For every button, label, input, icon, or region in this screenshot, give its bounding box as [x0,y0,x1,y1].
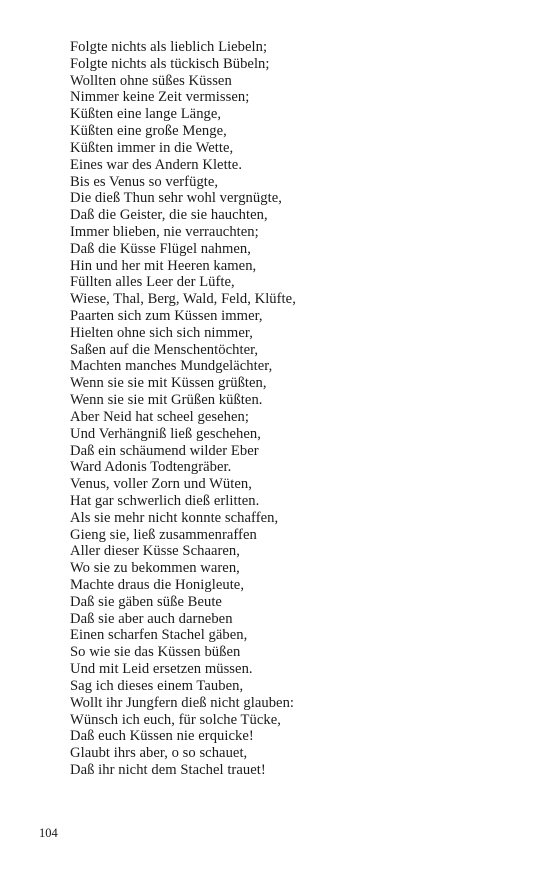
poem-line: Wollten ohne süßes Küssen [70,72,232,89]
poem-line: Hielten ohne sich sich nimmer, [70,324,253,341]
poem-line: Folgte nichts als lieblich Liebeln; [70,39,268,55]
poem-line: Wenn sie sie mit Grüßen küßten. [70,392,263,409]
poem-line: Hat gar schwerlich dieß erlitten. [70,492,260,509]
poem-line: Und Verhängniß ließ geschehen, [70,425,261,442]
poem-line: Daß euch Küssen nie erquicke! [70,728,254,745]
poem-line: Küßten eine große Menge, [70,123,227,140]
poem-line: Wenn sie sie mit Küssen grüßten, [70,375,267,392]
poem-line: Folgte nichts als tückisch Bübeln; [70,55,270,72]
poem-text [70,39,296,779]
poem-line: Daß ihr nicht dem Stachel trauet! [70,761,266,778]
poem-line: Küßten eine lange Länge, [70,106,222,123]
poem-line: Wiese, Thal, Berg, Wald, Feld, Klüfte, [70,291,296,308]
poem-line: So wie sie das Küssen büßen [70,644,241,661]
poem-line: Machten manches Mundgelächter, [70,358,273,375]
poem-line: Machte draus die Honigleute, [70,577,245,593]
poem-line: Wo sie zu bekommen waren, [70,560,240,577]
poem-line: Paarten sich zum Küssen immer, [70,308,263,324]
poem-line: Aber Neid hat scheel gesehen; [70,408,249,425]
poem-line: Eines war des Andern Klette. [70,156,243,173]
page-number: 104 [39,826,58,840]
poem-line: Daß sie gäben süße Beute [70,593,222,610]
poem-line: Als sie mehr nicht konnte schaffen, [70,509,279,526]
poem-line: Nimmer keine Zeit vermissen; [70,89,250,106]
poem-line: Küßten immer in die Wette, [70,139,234,156]
poem-line: Einen scharfen Stachel gäben, [70,627,248,644]
poem-line: Ward Adonis Todtengräber. [70,459,232,476]
poem-line: Saßen auf die Menschentöchter, [70,341,259,358]
poem-line: Die dieß Thun sehr wohl vergnügte, [70,190,282,207]
poem-line: Gieng sie, ließ zusammenraffen [70,526,257,543]
poem-line: Daß ein schäumend wilder Eber [70,442,259,459]
poem-line: Daß die Geister, die sie hauchten, [70,207,268,224]
poem-line: Hin und her mit Heeren kamen, [70,257,257,274]
poem-line: Glaubt ihrs aber, o so schauet, [70,745,248,762]
poem-line: Sag ich dieses einem Tauben, [70,677,244,694]
poem-line: Füllten alles Leer der Lüfte, [70,274,235,291]
poem-line: Daß die Küsse Flügel nahmen, [70,240,251,257]
poem-line: Venus, voller Zorn und Wüten, [70,476,252,493]
poem-line: Daß sie aber auch darneben [70,610,233,627]
poem-line: Aller dieser Küsse Schaaren, [70,543,240,560]
poem-line: Immer blieben, nie verrauchten; [70,223,259,240]
poem-line: Wünsch ich euch, für solche Tücke, [70,711,281,728]
poem-line: Und mit Leid ersetzen müssen. [70,661,253,678]
poem-line: Bis es Venus so verfügte, [70,173,219,190]
poem-line: Wollt ihr Jungfern dieß nicht glauben: [70,694,295,711]
